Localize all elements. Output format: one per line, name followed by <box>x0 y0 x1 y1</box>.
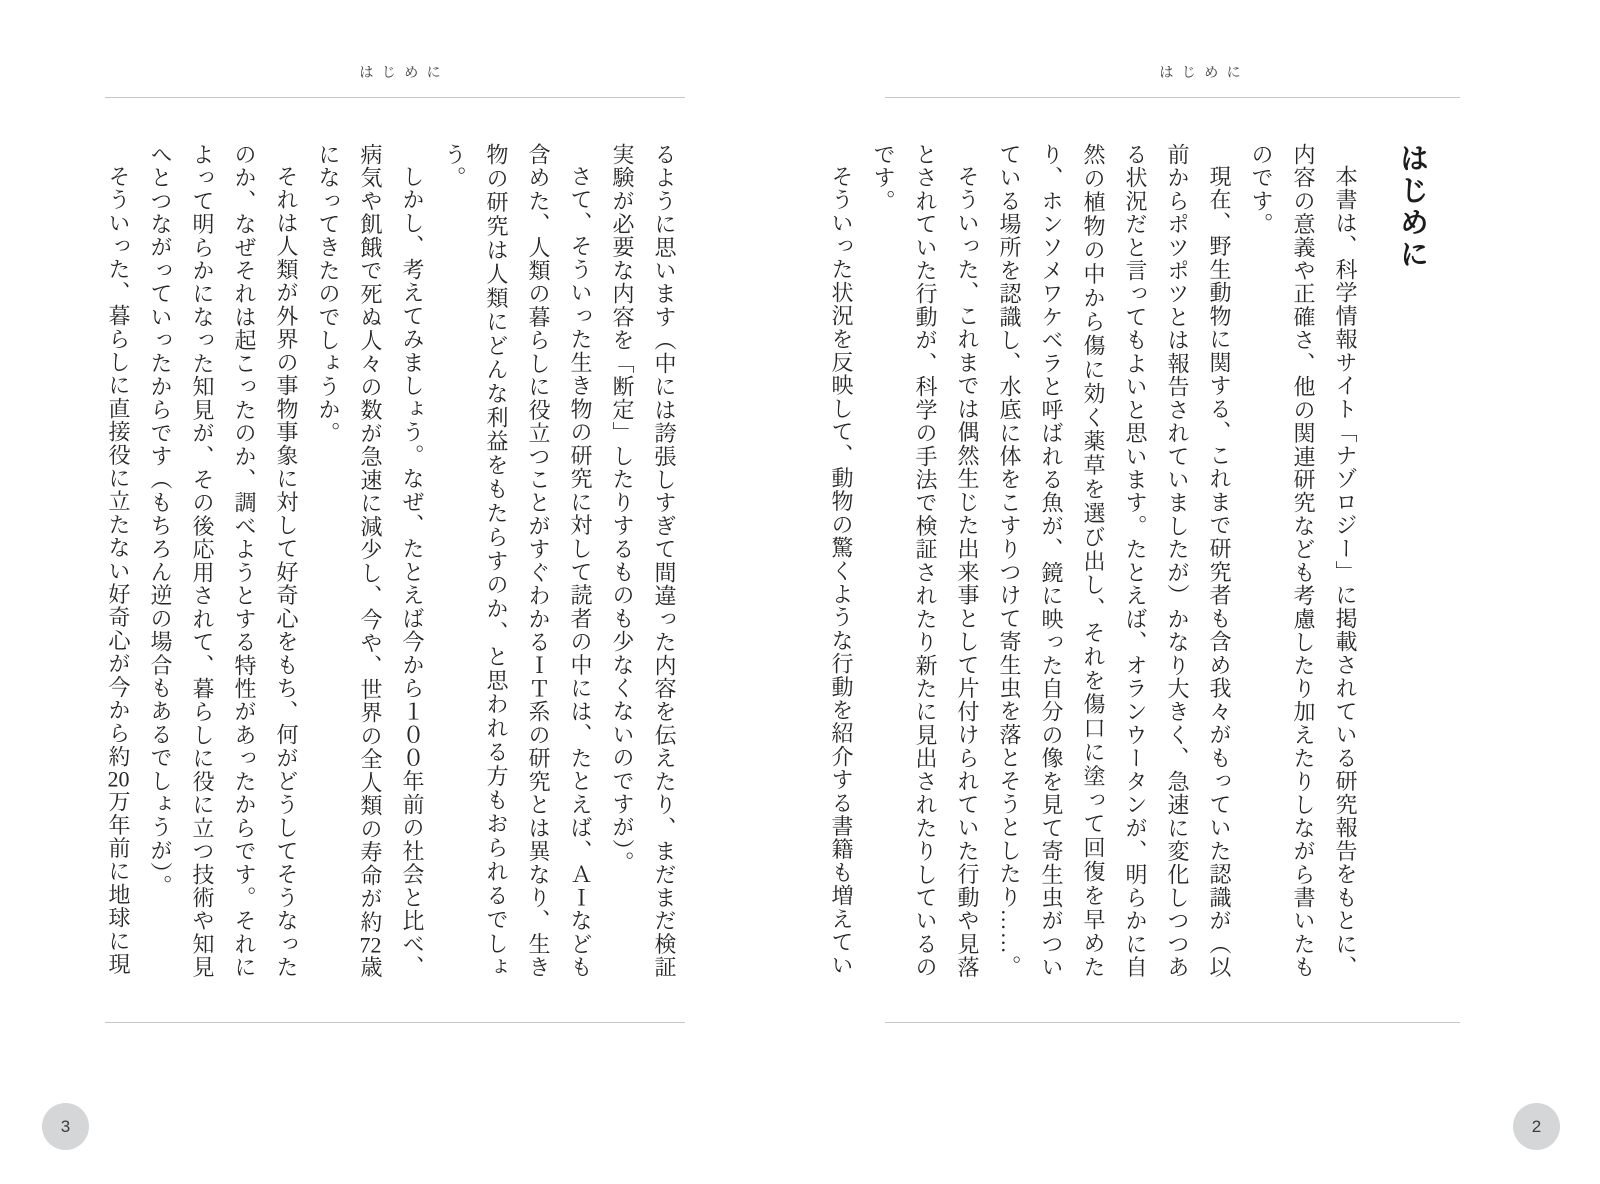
footer-rule <box>105 1022 685 1023</box>
page-number-badge: 3 <box>42 1103 89 1150</box>
running-head: はじめに <box>359 64 449 80</box>
paragraph: さて、そういった生き物の研究に対して読者の中には、たとえば、ＡＩなども含めた、人類の暮らしに役立つことがすぐわかるＩＴ系の研究とは異なり、生き物の研究は人類にどんな利益をもたらすのか、と思われる方もおられるでしょう。 <box>442 143 593 979</box>
paragraph: そういった、これまでは偶然生じた出来事として片付けられていた行動や見落とされていた行動が、科学の手法で検証されたり新たに見出されたりしているのです。 <box>871 143 980 979</box>
body-text-vertical <box>820 143 1460 979</box>
paragraph: るように思います（中には誇張しすぎて間違った内容を伝えたり、まだまだ検証実験が必要な内容を「断定」したりするものも少なくないのですが）。 <box>610 143 677 979</box>
body-text-vertical <box>45 143 685 979</box>
header-rule <box>105 97 685 98</box>
paragraph: そういった状況を反映して、動物の驚くような行動を紹介する書籍も増えてい <box>829 165 854 977</box>
footer-rule <box>885 1022 1460 1023</box>
paragraph: しかし、考えてみましょう。なぜ、たとえば今から１００年前の社会と比べ、病気や飢餓で死ぬ人々の数が急速に減少し、今や、世界の全人類の寿命が約72歳になってきたのでしょうか。 <box>316 143 425 979</box>
header-rule <box>885 97 1460 98</box>
paragraph: そういった、暮らしに直接役に立たない好奇心が今から約20万年前に地球に現 <box>106 165 131 976</box>
page-number-badge: 2 <box>1513 1103 1560 1150</box>
page-right <box>800 0 1600 1184</box>
paragraph: それは人類が外界の事物事象に対して好奇心をもち、何がどうしてそうなったのか、なぜそれは起こったのか、調べようとする特性があったからです。それによって明らかになった知見が、その後応用されて、暮らしに役に立つ技術や知見へとつながっていったからです（もちろん逆の場合もあるでしょうが）。 <box>148 143 299 979</box>
paragraph: 現在、野生動物に関する、これまで研究者も含め我々がもっていた認識が（以前からポツポツとは報告されていましたが）かなり大きく、急速に変化しつつある状況だと言ってもよいと思います。たとえば、オランウータンが、明らかに自然の植物の中から傷に効く薬草を選び出し、それを傷口に塗って回復を早めたり、ホンソメワケベラと呼ばれる魚が、鏡に映った自分の像を見て寄生虫がついている場所を認識し、水底に体をこすりつけて寄生虫を落とそうとしたり……。 <box>997 143 1232 979</box>
paragraph: 本書は、科学情報サイト「ナゾロジー」に掲載されている研究報告をもとに、内容の意義や正確さ、他の関連研究なども考慮したり加えたりしながら書いたものです。 <box>1249 143 1358 979</box>
running-head: はじめに <box>1159 64 1249 80</box>
chapter-title: はじめに <box>1396 143 1428 271</box>
